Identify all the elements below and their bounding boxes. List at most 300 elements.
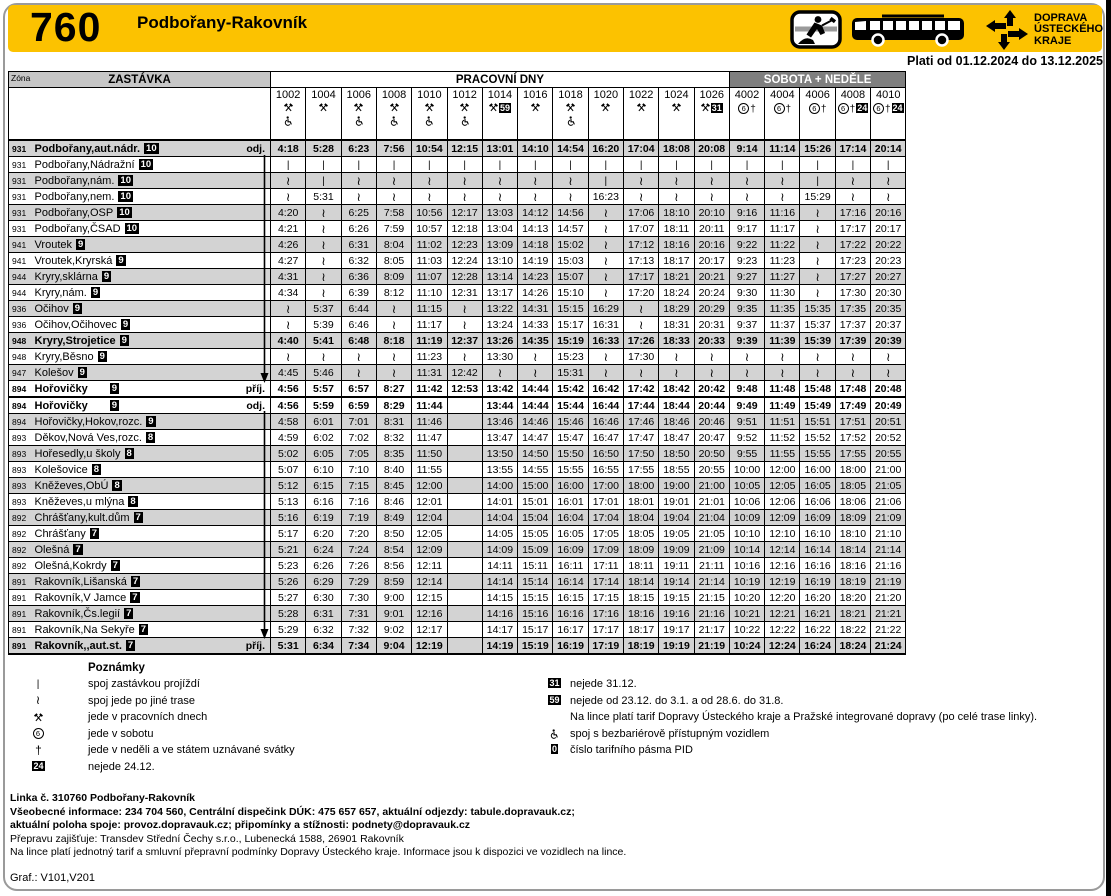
time-cell [518, 173, 553, 189]
time-cell: 4:40 [271, 333, 306, 349]
time-cell: 21:04 [694, 510, 729, 526]
pass-through-symbol: | [639, 159, 643, 171]
stop-name: Podbořany,ČSAD [34, 222, 121, 235]
time-cell [623, 301, 658, 317]
pass-through-symbol: | [604, 159, 608, 171]
legend-text: číslo tarifního pásma PID [570, 744, 693, 756]
time-cell: 12:24 [765, 638, 800, 655]
detour-symbol: ≀ [603, 365, 609, 380]
time-cell [447, 430, 482, 446]
time-cell [659, 157, 694, 173]
time-cell: 8:31 [376, 414, 411, 430]
wheelchair-icon [355, 116, 363, 126]
time-cell [518, 365, 553, 381]
time-cell: 10:00 [729, 462, 764, 478]
time-cell: 20:50 [694, 446, 729, 462]
workdays-icon [566, 103, 575, 112]
time-cell: 19:16 [659, 606, 694, 622]
time-cell: 7:24 [341, 542, 376, 558]
time-cell: 16:29 [588, 301, 623, 317]
table-row [9, 622, 906, 638]
time-cell: 16:33 [588, 333, 623, 349]
pid-zone-badge: 9 [111, 399, 117, 411]
time-cell: 4:34 [271, 285, 306, 301]
pass-through-symbol: | [533, 159, 537, 171]
time-cell: 15:17 [518, 622, 553, 638]
time-cell [659, 189, 694, 205]
pid-zone-badge: 7 [75, 543, 81, 555]
detour-symbol: ≀ [532, 173, 538, 188]
time-cell: 21:00 [694, 478, 729, 494]
time-cell [553, 173, 588, 189]
pid-zone-badge: 9 [121, 334, 127, 346]
time-cell: 21:05 [694, 526, 729, 542]
time-cell [306, 173, 341, 189]
time-cell: 11:39 [765, 333, 800, 349]
time-cell: 14:54 [553, 140, 588, 157]
time-cell: 11:35 [765, 301, 800, 317]
time-cell: 17:14 [588, 574, 623, 590]
time-cell: 6:02 [306, 430, 341, 446]
time-cell: 11:23 [765, 253, 800, 269]
time-cell [871, 365, 906, 381]
detour-symbol: ≀ [815, 285, 820, 300]
time-cell: 7:19 [341, 510, 376, 526]
trip-column-header-1010 [412, 88, 447, 141]
time-cell: 18:01 [623, 494, 658, 510]
time-cell: 12:14 [765, 542, 800, 558]
time-cell: 16:19 [553, 638, 588, 655]
time-cell: 17:09 [588, 542, 623, 558]
time-cell: 17:14 [835, 140, 870, 157]
pass-through-symbol: | [816, 175, 819, 187]
trip-number: 1014 [487, 89, 513, 101]
time-cell: 17:27 [835, 269, 870, 285]
time-cell: 17:55 [623, 462, 658, 478]
time-cell: 12:05 [765, 478, 800, 494]
time-cell: 18:00 [623, 478, 658, 494]
detour-symbol: ≀ [603, 221, 609, 236]
time-cell: 11:44 [412, 397, 447, 414]
pass-through-symbol: | [322, 175, 325, 187]
group-header-row [9, 72, 906, 88]
time-cell: 13:24 [482, 317, 517, 333]
detour-symbol: ≀ [321, 269, 326, 284]
time-cell: 17:23 [835, 253, 870, 269]
time-cell: 5:13 [271, 494, 306, 510]
time-cell [765, 365, 800, 381]
time-cell [729, 349, 764, 365]
time-cell: 9:49 [729, 397, 764, 414]
time-cell: 15:49 [800, 397, 835, 414]
time-cell [447, 478, 482, 494]
time-cell [800, 285, 835, 301]
detour-symbol: ≀ [532, 365, 538, 380]
stop-name-cell [31, 173, 233, 189]
trip-column-header-1014 [482, 88, 517, 141]
stop-name-cell [31, 430, 233, 446]
time-cell: 16:23 [588, 189, 623, 205]
time-cell [694, 349, 729, 365]
zone-cell: 891 [9, 590, 31, 606]
time-cell: 16:09 [553, 542, 588, 558]
time-cell: 17:48 [835, 381, 870, 398]
time-cell: 12:28 [447, 269, 482, 285]
time-cell: 12:17 [412, 622, 447, 638]
time-cell: 14:50 [518, 446, 553, 462]
pid-zone-badge: 7 [126, 607, 132, 619]
legend-marker [8, 742, 68, 760]
direction-label-cell [233, 205, 271, 221]
time-cell: 14:10 [518, 140, 553, 157]
time-cell [871, 173, 906, 189]
time-cell: 6:59 [341, 397, 376, 414]
timetable [8, 71, 906, 655]
direction-label-cell [233, 237, 271, 253]
direction-label-cell: příj. [233, 381, 271, 398]
time-cell [412, 189, 447, 205]
direction-label-cell [233, 446, 271, 462]
time-cell: 12:15 [447, 140, 482, 157]
pass-through-symbol: | [392, 159, 396, 171]
table-row [9, 269, 906, 285]
time-cell: 12:10 [765, 526, 800, 542]
time-cell: 8:05 [376, 253, 411, 269]
time-cell: 14:04 [482, 510, 517, 526]
time-cell: 20:55 [694, 462, 729, 478]
time-cell: 20:17 [871, 221, 906, 237]
trip-number: 1020 [593, 89, 619, 101]
table-row [9, 189, 906, 205]
time-cell: 11:31 [412, 365, 447, 381]
stop-name-cell [31, 494, 233, 510]
time-cell: 11:47 [412, 430, 447, 446]
stop-name: Děkov,Nová Ves,rozc. [34, 431, 142, 444]
time-cell: 12:16 [765, 558, 800, 574]
time-cell: 21:17 [694, 622, 729, 638]
time-cell: 20:33 [694, 333, 729, 349]
detour-symbol: ≀ [674, 365, 679, 380]
time-cell [447, 574, 482, 590]
time-cell: 10:14 [729, 542, 764, 558]
direction-label-cell [233, 253, 271, 269]
time-cell: 18:19 [835, 574, 870, 590]
stop-name-cell [31, 510, 233, 526]
time-cell: 18:05 [623, 526, 658, 542]
time-cell: 9:37 [729, 317, 764, 333]
time-cell: 21:19 [694, 638, 729, 655]
pid-zone-badge: 8 [130, 495, 136, 507]
pass-through-symbol: | [286, 159, 290, 171]
wheelchair-icon [567, 116, 575, 126]
stop-name: Hořesedly,u školy [34, 447, 121, 460]
detour-symbol: ≀ [815, 221, 820, 236]
time-cell: 18:09 [835, 510, 870, 526]
time-cell: 15:16 [518, 606, 553, 622]
stop-name: Podbořany,nám. [34, 174, 115, 187]
time-cell: 11:48 [765, 381, 800, 398]
table-row [9, 446, 906, 462]
table-row [9, 173, 906, 189]
time-cell [835, 189, 870, 205]
time-cell: 15:05 [518, 526, 553, 542]
stop-name: Kolešov [34, 366, 74, 379]
detour-symbol: ≀ [638, 189, 644, 204]
direction-label-cell [233, 333, 271, 349]
stop-name-cell [31, 253, 233, 269]
time-cell: 16:44 [588, 397, 623, 414]
time-cell: 18:08 [659, 140, 694, 157]
time-cell: 18:42 [659, 381, 694, 398]
time-cell: 16:05 [553, 526, 588, 542]
time-cell [588, 173, 623, 189]
table-row [9, 478, 906, 494]
time-cell: 4:31 [271, 269, 306, 285]
detour-symbol: ≀ [603, 285, 609, 300]
time-cell [800, 269, 835, 285]
stop-name: Rakovník,,aut.st. [34, 639, 122, 652]
time-cell: 16:46 [588, 414, 623, 430]
graficon-label: Graf.: V101,V201 [10, 872, 95, 884]
detour-symbol: ≀ [850, 173, 856, 188]
time-cell [623, 365, 658, 381]
stop-name: Očihov [34, 302, 69, 315]
time-cell [588, 157, 623, 173]
time-cell: 18:11 [623, 558, 658, 574]
time-cell: 8:29 [376, 397, 411, 414]
detour-symbol: ≀ [356, 189, 361, 204]
sunday-cross-icon: † [35, 742, 42, 757]
time-cell: 20:27 [871, 269, 906, 285]
stop-name-cell [31, 365, 233, 381]
time-cell: 9:00 [376, 590, 411, 606]
pass-through-symbol: | [781, 159, 784, 171]
time-cell: 18:46 [659, 414, 694, 430]
time-cell: 6:30 [306, 590, 341, 606]
stop-name: Chrášťany,kult.dům [34, 511, 130, 524]
time-cell [518, 349, 553, 365]
trip-column-header-1024 [659, 88, 694, 141]
stop-name: Podbořany,aut.nádr. [34, 142, 141, 155]
time-cell: 19:11 [659, 558, 694, 574]
time-cell: 15:37 [800, 317, 835, 333]
detour-symbol: ≀ [638, 301, 644, 316]
time-cell: 14:18 [518, 237, 553, 253]
time-cell: 17:50 [623, 446, 658, 462]
detour-symbol: ≀ [321, 237, 326, 252]
time-cell: 10:20 [729, 590, 764, 606]
time-cell: 21:09 [871, 510, 906, 526]
time-cell: 10:56 [412, 205, 447, 221]
time-cell: 17:19 [588, 638, 623, 655]
time-cell: 17:22 [835, 237, 870, 253]
stop-name-cell [31, 478, 233, 494]
time-cell [306, 269, 341, 285]
sunday-cross-icon: † [820, 104, 827, 115]
pass-through-symbol: | [463, 159, 466, 171]
note-number-badge: 31 [549, 678, 560, 688]
time-cell: 11:27 [765, 269, 800, 285]
time-cell [271, 189, 306, 205]
time-cell: 20:46 [694, 414, 729, 430]
detour-symbol: ≀ [815, 237, 820, 252]
time-cell: 8:40 [376, 462, 411, 478]
time-cell: 13:10 [482, 253, 517, 269]
pid-zone-badge: 10 [120, 190, 131, 202]
time-cell: 14:33 [518, 317, 553, 333]
pid-zone-badge: 9 [79, 366, 85, 378]
time-cell: 20:51 [871, 414, 906, 430]
trip-number: 1008 [381, 89, 407, 101]
time-cell: 20:16 [694, 237, 729, 253]
table-row [9, 381, 906, 398]
time-cell: 20:17 [694, 253, 729, 269]
direction-label-cell [233, 173, 271, 189]
detour-symbol: ≀ [356, 349, 361, 364]
pid-zone-badge: 8 [126, 447, 132, 459]
time-cell [623, 317, 658, 333]
pass-through-symbol: | [604, 175, 608, 187]
zone-cell: 893 [9, 446, 31, 462]
time-cell [482, 189, 517, 205]
time-cell: 18:22 [835, 622, 870, 638]
time-cell [800, 221, 835, 237]
time-cell: 16:31 [588, 317, 623, 333]
time-cell: 12:14 [412, 574, 447, 590]
time-cell: 7:29 [341, 574, 376, 590]
time-cell [306, 157, 341, 173]
detour-symbol: ≀ [815, 349, 820, 364]
time-cell: 4:26 [271, 237, 306, 253]
stop-name-cell [31, 606, 233, 622]
time-cell: 17:35 [835, 301, 870, 317]
zone-cell: 931 [9, 173, 31, 189]
pass-through-symbol: | [322, 159, 325, 171]
zone-cell: 893 [9, 494, 31, 510]
workdays-icon [489, 103, 498, 112]
time-cell [412, 157, 447, 173]
time-cell [376, 173, 411, 189]
time-cell: 16:50 [588, 446, 623, 462]
stop-name: Kryry,sklárna [34, 270, 98, 283]
time-cell: 13:26 [482, 333, 517, 349]
time-cell: 18:04 [623, 510, 658, 526]
time-cell: 17:20 [623, 285, 658, 301]
time-cell [871, 189, 906, 205]
legend-marker [8, 709, 68, 726]
time-cell [588, 285, 623, 301]
time-cell [447, 622, 482, 638]
time-cell: 14:00 [482, 478, 517, 494]
time-cell: 14:47 [518, 430, 553, 446]
time-cell: 14:26 [518, 285, 553, 301]
detour-symbol: ≀ [709, 365, 714, 380]
zone-cell: 941 [9, 253, 31, 269]
time-cell: 20:22 [871, 237, 906, 253]
table-row [9, 253, 906, 269]
stop-name-cell [31, 349, 233, 365]
trip-number: 1016 [523, 89, 548, 101]
saturday-circle-icon: 6 [33, 728, 44, 739]
time-cell: 6:20 [306, 526, 341, 542]
time-cell: 12:20 [765, 590, 800, 606]
time-cell: 7:01 [341, 414, 376, 430]
detour-symbol: ≀ [568, 173, 573, 188]
time-cell: 8:45 [376, 478, 411, 494]
weekday-group-header: PRACOVNÍ DNY [271, 72, 730, 88]
time-cell: 10:24 [729, 638, 764, 655]
time-cell: 17:44 [623, 397, 658, 414]
time-cell: 6:31 [341, 237, 376, 253]
table-row [9, 574, 906, 590]
time-cell: 11:55 [412, 462, 447, 478]
line-info-block [10, 792, 1100, 860]
trip-column-header-1022 [623, 88, 658, 141]
time-cell: 17:17 [588, 622, 623, 638]
time-cell [588, 205, 623, 221]
direction-label-cell [233, 494, 271, 510]
time-cell: 20:31 [694, 317, 729, 333]
time-cell: 18:33 [659, 333, 694, 349]
pass-through-symbol: | [816, 159, 819, 171]
stop-name: Chrášťany [34, 527, 86, 540]
zone-cell: 944 [9, 269, 31, 285]
time-cell: 21:01 [694, 494, 729, 510]
time-cell: 12:19 [765, 574, 800, 590]
legend-item [540, 726, 1105, 743]
time-cell: 5:29 [271, 622, 306, 638]
direction-label-cell [233, 189, 271, 205]
detour-symbol: ≀ [815, 269, 820, 284]
time-cell: 14:12 [518, 205, 553, 221]
time-cell [765, 173, 800, 189]
time-cell: 21:10 [871, 526, 906, 542]
time-cell: 5:12 [271, 478, 306, 494]
time-cell: 16:05 [800, 478, 835, 494]
pid-zone-badge: 7 [135, 511, 141, 523]
time-cell [341, 189, 376, 205]
time-cell: 15:14 [518, 574, 553, 590]
time-cell: 18:06 [835, 494, 870, 510]
time-cell: 17:37 [835, 317, 870, 333]
detour-symbol: ≀ [356, 365, 361, 380]
time-cell: 9:51 [729, 414, 764, 430]
trip-column-header-4004 [765, 88, 800, 141]
notes-left [8, 660, 528, 775]
info-line: Přepravu zajišťuje: Transdev Střední Čechy s.r.o., Lubenecká 1588, 26901 Rakovník [10, 832, 404, 845]
trip-number: 1004 [311, 89, 336, 101]
trip-number: 1006 [346, 89, 371, 101]
time-cell: 7:56 [376, 140, 411, 157]
time-cell: 19:00 [659, 478, 694, 494]
detour-symbol: ≀ [497, 173, 503, 188]
time-cell: 20:23 [871, 253, 906, 269]
time-cell: 21:21 [871, 606, 906, 622]
roadworks-sign-icon [790, 10, 842, 54]
time-cell: 10:57 [412, 221, 447, 237]
time-cell: 8:27 [376, 381, 411, 398]
stop-name: Očihov,Očihovec [34, 318, 117, 331]
pid-zone-badge: 10 [126, 222, 138, 234]
time-cell: 11:07 [412, 269, 447, 285]
time-cell: 15:19 [553, 333, 588, 349]
time-cell: 20:21 [694, 269, 729, 285]
time-cell [588, 349, 623, 365]
time-cell: 17:05 [588, 526, 623, 542]
workdays-icon [460, 103, 469, 112]
detour-symbol: ≀ [780, 349, 785, 364]
time-cell: 11:51 [765, 414, 800, 430]
